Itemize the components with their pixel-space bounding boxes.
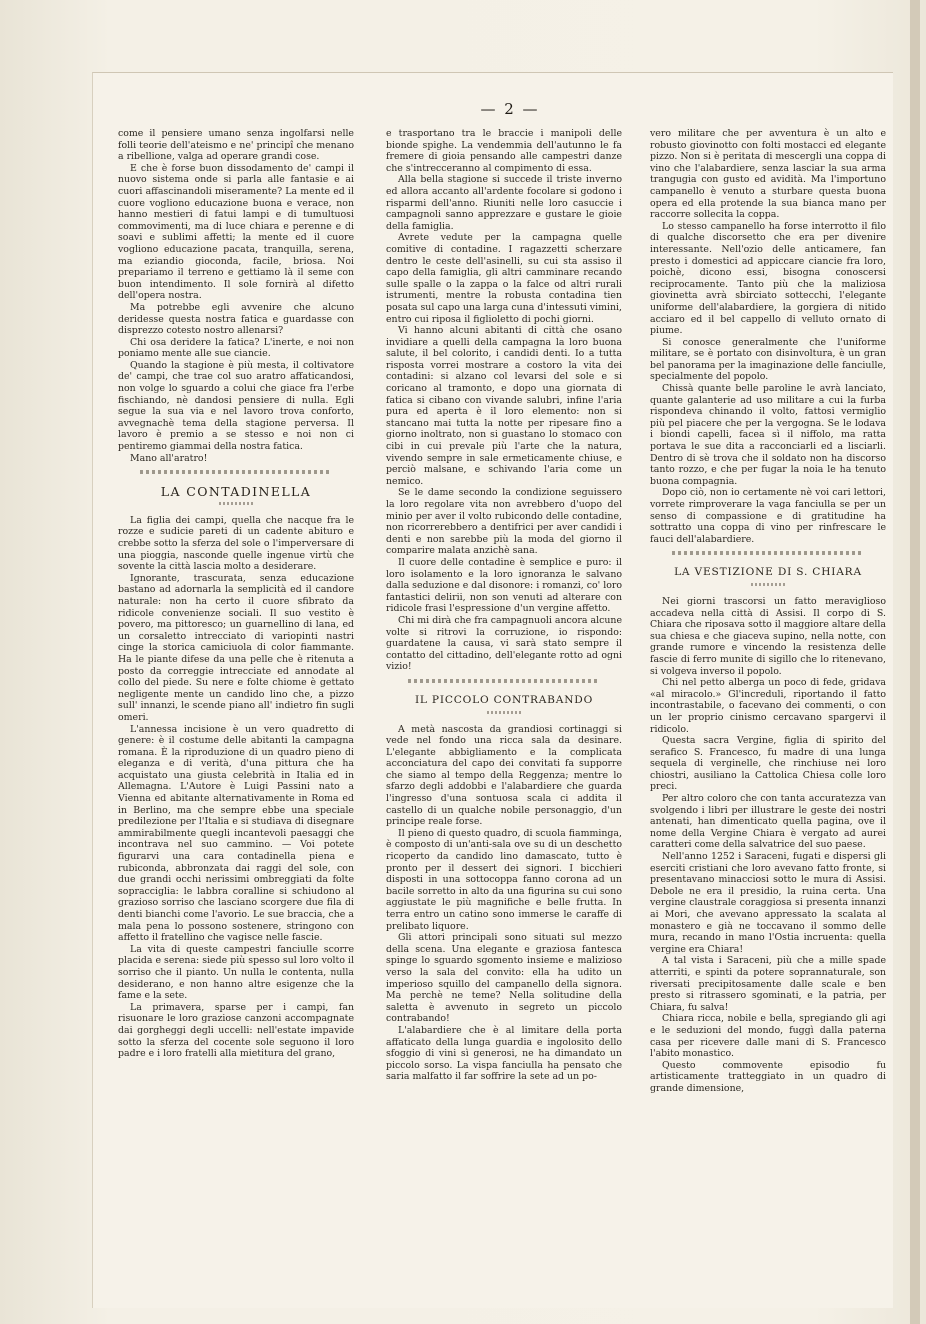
page-edge: [910, 0, 920, 1324]
paragraph: Nell'anno 1252 i Saraceni, fugati e dispersi gli eserciti cristiani che loro avevano fatto fronte, si presentavano minacciosi sotto le mura di Assisi. Debole ne era il presidio, la ruina certa. Una vergine claustrale coraggiosa si presenta innanzi ai Mori, che avevano appressato la scalata al monastero e già ne toccavano il sommo delle mura, recando in mano l'Ostia incruenta: quella vergine era Chiara!: [650, 851, 886, 955]
section-divider: [408, 679, 600, 683]
paragraph: Chissà quante belle paroline le avrà lanciato, quante galanterie ad uso militare a cui la furba rispondeva chinando il volto, fattosi vermiglio più pel piacere che per la vergogna. Se le lodava i biondi capelli, facea sì il niffolo, ma ratta portava le sue dita a racconciarli ed a lisciarli. Dentro di sè trova che il soldato non ha discorso tanto rozzo, e che per fugar la noia le ha tenuto buona compagnia.: [650, 383, 886, 487]
paragraph: Quando la stagione è più mesta, il coltivatore de' campi, che trae col suo aratro affaticandosi, non volge lo sguardo a colui che giace fra l'erbe fischiando, nè dandosi pensiere di nulla. Egli segue la sua via e nel lavoro trova conforto, avvegnachè tema della stagione perversa. Il lavoro è premio a se stesso e noi non ci pentiremo giammai della nostra fatica.: [118, 359, 354, 453]
paragraph: Chi osa deridere la fatica? L'inerte, e noi non poniamo mente alle sue ciancie.: [118, 336, 354, 360]
column-right: [650, 128, 886, 1095]
paragraph: A tal vista i Saraceni, più che a mille spade atterriti, e spinti da potere soprannaturale, son riversati precipitosamente dalle scale e ben presto si ritrassero sgominati, e la patria, per Chiara, fu salva!: [650, 955, 886, 1013]
paragraph: Questo commovente episodio fu artisticamente tratteggiato in un quadro di grande dimensione,: [650, 1059, 886, 1094]
paragraph: Nei giorni trascorsi un fatto meraviglioso accadeva nella città di Assisi. Il corpo di S. Chiara che riposava sotto il maggiore altare della sua chiesa e che giaceva supino, nella notte, con grande rumore e vincendo la resistenza delle fascie di ferro munite di sigillo che lo ritenevano, si volgeva inverso il popolo.: [650, 595, 886, 677]
paragraph: L'alabardiere che è al limitare della porta affaticato della lunga guardia e ingolosito dello sfoggio di vini sì generosi, ne ha dimandato un piccolo sorso. La vispa fanciulla ha pensato che saria malfatto il far soffrire la sete ad un po-: [386, 1024, 622, 1083]
paragraph: Avrete vedute per la campagna quelle comitive di contadine. I ragazzetti scherzare dentro le ceste dell'asinelli, su cui sta assiso il capo della famiglia, gli altri camminare recando sulle spalle o la zappa o la falce od altri rurali istrumenti, mentre la robusta contadina tien posata sul capo una larga cuna d'intessuti vimini, entro cui riposa il figlioletto di pochi giorni.: [386, 232, 622, 325]
paragraph: Gli attori principali sono situati sul mezzo della scena. Una elegante e graziosa fantesca spinge lo sguardo sgomento insieme e malizioso verso la sala del convito: ella ha udito un imperioso squillo del campanello della signora. Ma perchè ne teme? Nella solitudine della saletta è avvenuto in segreto un piccolo contrabando!: [386, 932, 622, 1025]
paragraph: Mano all'aratro!: [130, 452, 208, 464]
paragraph: Alla bella stagione si succede il triste inverno ed allora accanto all'ardente focolare si godono i risparmi dell'anno. Riuniti nelle loro casuccie i campagnoli sanno apprezzare e gustare le gioie della famiglia.: [386, 174, 622, 232]
paragraph: E che è forse buon dissodamento de' campi il nuovo sistema onde si parla alle fantasie e ai cuori affascinandoli miseramente? La mente ed il cuore vogliono educazione buona e verace, non hanno mestieri di fatui lampi e di tumultuosi commovimenti, ma di luce chiara e perenne e di soavi e sublimi affetti; la mente ed il cuore vogliono educazione pacata, tranquilla, serena, ma eziandio gioconda, facile, briosa. Noi prepariamo il terreno e gettiamo là il seme con buon intendimento. Il sole fornirà al difetto dell'opera nostra.: [118, 162, 354, 302]
paragraph: Si conosce generalmente che l'uniforme militare, se è portato con disinvoltura, è un gran bel panorama per la imaginazione delle fanciulle, specialmente del popolo.: [650, 336, 886, 383]
paragraph: come il pensiere umano senza ingolfarsi nelle folli teorie dell'ateismo e ne' principî che menano a ribellione, valga ad operare grandi cose.: [118, 128, 354, 163]
page-number: — 2 —: [480, 100, 540, 118]
article-heading: LA VESTIZIONE DI S. CHIARA: [674, 566, 862, 579]
paragraph: Dopo ciò, non io certamente nè voi cari lettori, vorrete rimproverare la vaga fanciulla se per un senso di compassione e di gratitudine ha sottratto una coppa di vino per rinfrescare le fauci dell'alabardiere.: [650, 487, 886, 545]
paragraph: Chi mi dirà che fra campagnuoli ancora alcune volte si ritrovi la corruzione, io rispondo: guardatene la causa, vi sarà stato sempre il contatto del cittadino, dell'elegante rotto ad ogni vizio!: [386, 614, 622, 673]
paragraph: Questa sacra Vergine, figlia di spirito del serafico S. Francesco, fu madre di una lunga sequela di verginelle, che rinchiuse nei loro chiostri, ausiliano la Cattolica Chiesa colle loro preci.: [650, 735, 886, 793]
paragraph: Vi hanno alcuni abitanti di città che osano invidiare a quelli della campagna la loro buona salute, il bel colorito, i candidi denti. Io a tutta risposta vorrei mostrare a costoro la vita dei contadini: si alzano col levarsi del sole e si coricano al tramonto, e dopo una giornata di fatica si cibano con vivande salubri, infine l'aria pura ed aperta è il loro elemento: non si stancano mai tutta la notte per ripesare fino a giorno inoltrato, non si guastano lo stomaco con cibi in cui prevale più l'arte che la natura, vivendo sempre in sale ermeticamente chiuse, e perciò malsane, e schivando l'aria come un nemico.: [386, 325, 622, 487]
paragraph: Ignorante, trascurata, senza educazione bastano ad adornarla la semplicità ed il candore naturale: non ha certo il cuore sfibrato da ridicole convenienze sociali. Il suo vestito è povero, ma pittoresco; un guarnellino di lana, ed un corsaletto intrecciato di variopinti nastri cinge la storica camiciuola di color fiammante. Ha le piante difese da una pelle che è ritenuta a posto da correggie intrecciate ed annodate al collo del piede. Su nere e folte chiome è gettato negligente mente un candido lino che, a pizzo sull' innanzi, le scende piano all' indietro fin sugli omeri.: [118, 572, 354, 723]
paragraph: La figlia dei campi, quella che nacque fra le rozze e sudicie pareti di un cadente abituro e crebbe sotto la sferza del sole o l'imperversare di una pioggia, nasconde quelle ingenue virtù che sovente la città lascia molto a desiderare.: [118, 514, 354, 573]
paragraph: Se le dame secondo la condizione seguissero la loro regolare vita non avrebbero d'uopo del minio per aver il volto rubicondo delle contadine, non ricorrerebbero a dentifrici per aver candidi i denti e non sarebbe più la moda del giorno il comparire malata anzichè sana.: [386, 487, 622, 557]
heading-flourish: [487, 711, 521, 714]
heading-flourish: [219, 502, 253, 505]
paragraph: Lo stesso campanello ha forse interrotto il filo di qualche discorsetto che era per divenire interessante. Nell'ozio delle anticamere, fan presto i domestici ad appiccare ciancie fra loro, poichè, dicono essi, bisogna conoscersi reciprocamente. Tanto più che la maliziosa giovinetta avrà sbirciato sottecchi, l'elegante uniforme dell'alabardiere, la gorgiera di nitido acciaro ed il bel cappello di velluto ornato di piume.: [650, 220, 886, 337]
paragraph: Chiara ricca, nobile e bella, spregiando gli agi e le seduzioni del mondo, fuggì dalla paterna casa per ricevere dalle mani di S. Francesco l'abito monastico.: [650, 1013, 886, 1060]
paragraph: A metà nascosta da grandiosi cortinaggi si vede nel fondo una ricca sala da desinare. L'elegante abbigliamento e la complicata acconciatura del capo dei convitati fa supporre che siamo al tempo della Reggenza; mentre lo sfarzo degli addobbi e l'alabardiere che guarda l'ingresso d'una sontuosa scala ci addita il castello di un qualche nobile personaggio, d'un principe reale forse.: [386, 723, 622, 828]
paragraph: L'annessa incisione è un vero quadretto di genere: è il costume delle abitanti la campagna romana. È la riproduzione di un quadro pieno di eleganza e di verità, d'una pittura che ha acquistato una giusta celebrità in Italia ed in Allemagna. L'Autore è Luigi Passini nato a Vienna ed abitante alternativamente in Roma ed in Berlino, ma che sempre ebbe una speciale predilezione per l'Italia e si studiava di disegnare ammirabilmente quegli incantevoli paesaggi che incontrava nel suo cammino. — Voi potete figurarvi una cara contadinella piena e rubiconda, abbronzata dai raggi del sole, con due grandi occhi nerissimi ombreggiati da folte sopracciglia: le labbra coralline si schiudono al grazioso sorriso che lasciano scorgere due fila di denti bianchi come l'avorio. Le sue braccia, che a mala pena lo possono sostenere, stringono con affetto il fratellino che vagisce nelle fascie.: [118, 723, 354, 944]
paragraph: e trasportano tra le braccie i manipoli delle bionde spighe. La vendemmia dell'autunno le fa fremere di gioia pensando alle campestri danze che s'intrecceranno al compimento di essa.: [386, 128, 622, 174]
paragraph: La vita di queste campestri fanciulle scorre placida e serena: siede più spesso sul loro volto il sorriso che il pianto. Un nulla le contenta, nulla desiderano, e non hanno altre esigenze che la fame e la sete.: [118, 943, 354, 1002]
paragraph: La primavera, sparse per i campi, fan risuonare le loro graziose canzoni accompagnate dai gorgheggi degli uccelli: nell'estate impavide sotto la sferza del cocente sole seguono il loro padre e i loro fratelli alla mietitura del grano,: [118, 1001, 354, 1060]
section-divider: [672, 551, 864, 555]
heading-flourish: [751, 583, 785, 586]
article-heading: IL PICCOLO CONTRABANDO: [414, 693, 594, 706]
paragraph: Per altro coloro che con tanta accuratezza van svolgendo i libri per illustrare le geste dei nostri antenati, han dimenticato quella pagina, ove il nome della Vergine Chiara è vergato ad aurei caratteri come della salvatrice del suo paese.: [650, 793, 886, 851]
paragraph: Il cuore delle contadine è semplice e puro: il loro isolamento e la loro ignoranza le salvano dalla seduzione e dal disonore: i romanzi, co' loro fantastici delirii, non son venuti ad alterare con ridicole frasi l'espressione d'un vergine affetto.: [386, 556, 622, 615]
paragraph: Chi nel petto alberga un poco di fede, gridava «al miracolo.» Gl'increduli, riportando il fatto incontrastabile, o facevano dei commenti, o con un ler proprio cinismo cercavano spargervi il ridicolo.: [650, 677, 886, 735]
paragraph: Ma potrebbe egli avvenire che alcuno deridesse questa nostra fatica e guardasse con disprezzo cotesto nostro allenarsi?: [118, 301, 354, 337]
paragraph: vero militare che per avventura è un alto e robusto giovinotto con folti mostacci ed elegante pizzo. Non si è peritata di mescergli una coppa di vino che l'alabardiere, senza lasciar la sua arma trangugia con gusto ed avidità. Ma l'importuno campanello è venuto a sturbare questa buona opera ed ella protende la sua bianca mano per raccorre sollecita la coppa.: [650, 128, 886, 221]
paragraph: Il pieno di questo quadro, di scuola fiamminga, è composto di un'anti-sala ove su di un deschetto ricoperto da candido lino damascato, tutto è pronto per il dessert dei signori. I bicchieri disposti in una sottocoppa fanno corona ad un bacile sorretto in alto da una figurina su cui sono aggiustate le più magnifiche e belle frutta. In terra entro un catino sono immerse le caraffe di prelibato liquore.: [386, 827, 622, 932]
article-heading: LA CONTADINELLA: [160, 484, 312, 500]
section-divider: [140, 470, 332, 474]
column-middle: [386, 128, 622, 1083]
column-left: [118, 128, 354, 1060]
